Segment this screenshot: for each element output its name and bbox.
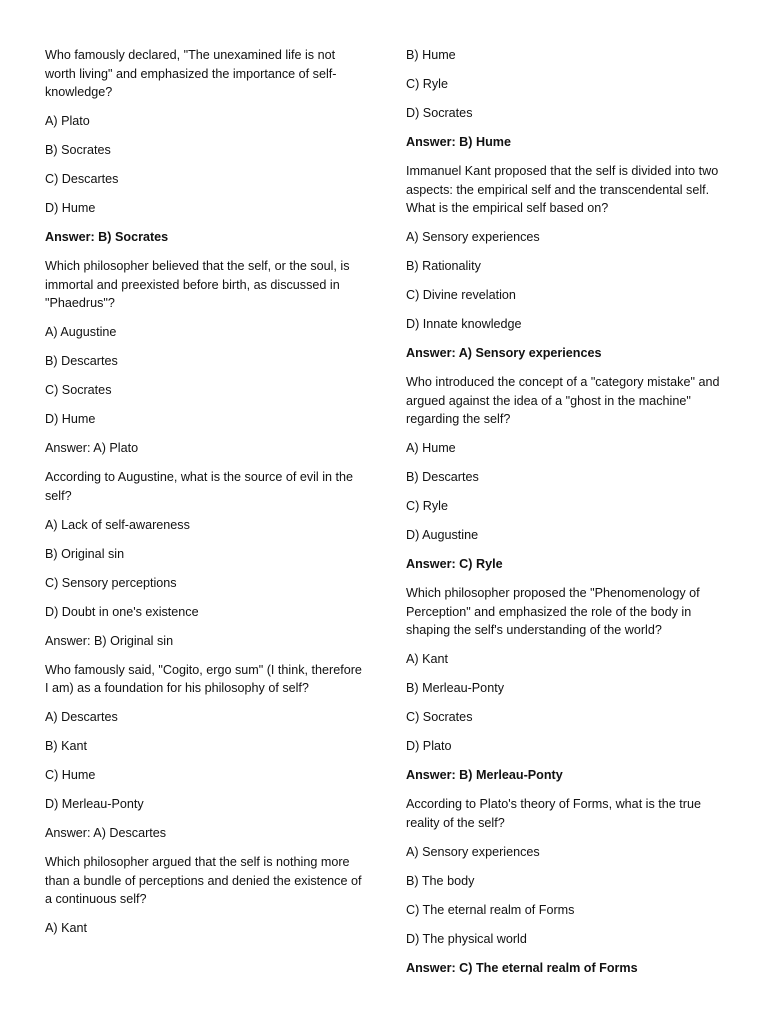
answer-option: B) Socrates xyxy=(45,143,111,157)
answer-option: B) Rationality xyxy=(406,259,481,273)
left-column xyxy=(45,46,363,948)
right-column xyxy=(406,46,728,988)
answer-option: A) Sensory experiences xyxy=(406,844,540,859)
answer-option: C) Ryle xyxy=(406,499,448,513)
question-text: According to Augustine, what is the source of evil in the self? xyxy=(45,470,354,503)
answer-option: C) The eternal realm of Forms xyxy=(406,902,575,917)
answer-key: Answer: B) Merleau-Ponty xyxy=(406,768,563,782)
answer-option: A) Kant xyxy=(45,921,87,935)
answer-key: Answer: C) Ryle xyxy=(406,557,503,571)
answer-key: Answer: B) Hume xyxy=(406,135,511,149)
answer-option: C) Ryle xyxy=(406,77,448,91)
answer-key: Answer: B) Original sin xyxy=(45,633,174,648)
answer-option: B) Original sin xyxy=(45,546,125,561)
answer-option: A) Descartes xyxy=(45,710,118,724)
answer-option: C) Sensory perceptions xyxy=(45,575,177,590)
answer-option: D) The physical world xyxy=(406,931,527,946)
question-text: Who famously said, "Cogito, ergo sum" (I think, therefore I am) as a foundation for his philosophy of self? xyxy=(45,662,362,695)
question-text: Who famously declared, "The unexamined life is not worth living" and emphasized the importance of self-knowledge? xyxy=(45,48,337,99)
answer-key: Answer: A) Descartes xyxy=(45,826,167,840)
question-text: Which philosopher argued that the self is nothing more than a bundle of perceptions and denied the existence of a continuous self? xyxy=(45,855,362,906)
answer-option: A) Sensory experiences xyxy=(406,230,540,244)
answer-option: A) Kant xyxy=(406,652,448,666)
question-text: Who introduced the concept of a "category mistake" and argued against the idea of a "ghost in the machine" regarding the self? xyxy=(406,375,720,426)
answer-option: A) Lack of self-awareness xyxy=(45,517,190,532)
question-text: Immanuel Kant proposed that the self is divided into two aspects: the empirical self and the transcendental self. What is the empirical self based on? xyxy=(406,164,719,215)
answer-option: D) Innate knowledge xyxy=(406,317,522,331)
answer-option: C) Divine revelation xyxy=(406,288,516,302)
answer-option: B) Hume xyxy=(406,48,456,62)
answer-option: A) Augustine xyxy=(45,325,117,339)
answer-option: B) The body xyxy=(406,873,475,888)
answer-option: D) Plato xyxy=(406,739,452,753)
answer-key: Answer: A) Sensory experiences xyxy=(406,346,602,360)
answer-option: D) Socrates xyxy=(406,106,473,120)
answer-key: Answer: C) The eternal realm of Forms xyxy=(406,960,638,975)
question-text: Which philosopher proposed the "Phenomenology of Perception" and emphasized the role of the body in shaping the self's understanding of the world? xyxy=(406,586,700,637)
answer-option: B) Kant xyxy=(45,739,87,753)
answer-option: C) Socrates xyxy=(45,383,112,397)
answer-option: C) Hume xyxy=(45,768,96,782)
answer-option: D) Doubt in one's existence xyxy=(45,604,199,619)
question-text: According to Plato's theory of Forms, what is the true reality of the self? xyxy=(406,797,701,830)
answer-option: D) Hume xyxy=(45,201,96,215)
answer-option: D) Augustine xyxy=(406,528,479,542)
answer-option: C) Descartes xyxy=(45,172,119,186)
answer-option: D) Hume xyxy=(45,412,96,426)
answer-option: B) Merleau-Ponty xyxy=(406,681,504,695)
question-text: Which philosopher believed that the self, or the soul, is immortal and preexisted before birth, as discussed in "Phaedrus"? xyxy=(45,259,350,310)
answer-option: B) Descartes xyxy=(406,470,479,484)
answer-option: A) Hume xyxy=(406,441,456,455)
answer-key: Answer: A) Plato xyxy=(45,441,139,455)
answer-option: A) Plato xyxy=(45,114,90,128)
answer-key: Answer: B) Socrates xyxy=(45,230,169,244)
answer-option: C) Socrates xyxy=(406,710,473,724)
answer-option: B) Descartes xyxy=(45,354,118,368)
answer-option: D) Merleau-Ponty xyxy=(45,797,144,811)
